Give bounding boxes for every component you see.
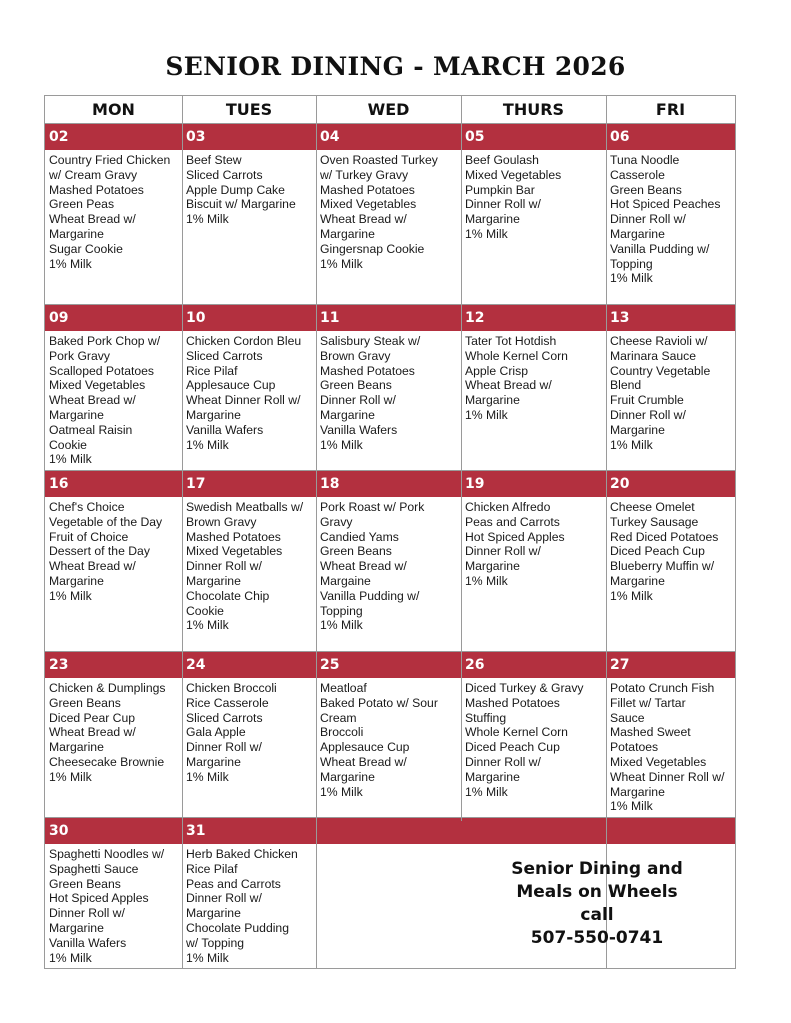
date-number: 27 <box>610 657 630 673</box>
menu-item: 1% Milk <box>49 256 92 271</box>
menu-cell <box>45 500 182 604</box>
menu-item: 1% Milk <box>186 769 229 784</box>
menu-item: Mixed Vegetables <box>320 197 417 212</box>
menu-item: Mixed Vegetables <box>49 378 146 393</box>
contact-note <box>461 858 733 950</box>
menu-item: Dinner Roll w/ <box>186 891 262 906</box>
menu-cell <box>606 500 735 604</box>
menu-item: Margarine <box>186 407 241 422</box>
day-header-wed: WED <box>316 96 461 124</box>
menu-item: Tuna Noodle <box>610 153 680 167</box>
menu-item: 1% Milk <box>49 452 92 467</box>
menu-item: Wheat Bread w/ <box>49 212 136 227</box>
date-number: 30 <box>49 823 69 839</box>
date-number: 10 <box>186 310 206 326</box>
menu-item: 1% Milk <box>49 769 92 784</box>
date-band <box>45 818 735 844</box>
menu-item: Baked Potato w/ Sour <box>320 695 438 710</box>
menu-item: Chicken Cordon Bleu <box>186 334 302 348</box>
day-header-mon: MON <box>45 96 182 124</box>
menu-item: Salisbury Steak w/ <box>320 334 421 348</box>
column-divider <box>316 96 317 968</box>
menu-item: Tater Tot Hotdish <box>465 334 557 348</box>
menu-item: Rice Casserole <box>186 695 269 710</box>
menu-item: 1% Milk <box>465 784 508 799</box>
menu-item: Margarine <box>610 784 665 799</box>
menu-item: Biscuit w/ Margarine <box>186 197 296 212</box>
day-header-tues: TUES <box>182 96 316 124</box>
menu-item: Cookie <box>49 437 87 452</box>
menu-item: 1% Milk <box>320 784 363 799</box>
menu-item: Margarine <box>49 573 104 588</box>
menu-item: Dinner Roll w/ <box>49 906 125 921</box>
menu-item: Apple Dump Cake <box>186 182 285 197</box>
menu-item: Mashed Potatoes <box>465 695 560 710</box>
menu-item: Oven Roasted Turkey <box>320 153 438 167</box>
menu-item: Applesauce Cup <box>186 378 276 393</box>
menu-item: Vanilla Wafers <box>186 422 264 437</box>
menu-item: Chocolate Pudding <box>186 920 289 935</box>
contact-note-line: Senior Dining and <box>511 859 683 879</box>
date-number: 24 <box>186 657 206 673</box>
menu-cell <box>45 681 182 785</box>
menu-item: 1% Milk <box>186 950 229 965</box>
menu-item: 1% Milk <box>186 618 229 633</box>
menu-item: 1% Milk <box>610 271 653 286</box>
menu-item: Whole Kernel Corn <box>465 348 568 363</box>
menu-cell <box>45 847 182 965</box>
menu-cell <box>461 153 606 242</box>
menu-item: Country Fried Chicken <box>49 153 171 167</box>
menu-item: Blend <box>610 378 642 393</box>
menu-item: Dinner Roll w/ <box>465 197 541 212</box>
menu-item: Hot Spiced Peaches <box>610 197 721 212</box>
menu-item: 1% Milk <box>610 799 653 814</box>
menu-item: w/ Cream Gravy <box>49 167 138 182</box>
menu-item: Margarine <box>610 422 665 437</box>
menu-item: Diced Turkey & Gravy <box>465 681 584 695</box>
menu-item: 1% Milk <box>49 588 92 603</box>
menu-item: Spaghetti Sauce <box>49 861 139 876</box>
menu-item: Mashed Potatoes <box>49 182 144 197</box>
menu-item: Wheat Bread w/ <box>320 559 407 574</box>
menu-item: Swedish Meatballs w/ <box>186 500 304 514</box>
date-number: 16 <box>49 476 69 492</box>
menu-item: Peas and Carrots <box>186 876 281 891</box>
date-band <box>45 305 735 331</box>
menu-item: Rice Pilaf <box>186 861 238 876</box>
menu-item: Margarine <box>320 226 375 241</box>
menu-item: Mixed Vegetables <box>465 167 562 182</box>
date-number: 04 <box>320 129 340 145</box>
menu-cell <box>45 334 182 467</box>
menu-cell <box>182 334 316 452</box>
date-number: 23 <box>49 657 69 673</box>
menu-item: Dinner Roll w/ <box>465 544 541 559</box>
menu-item: Apple Crisp <box>465 363 528 378</box>
date-number: 18 <box>320 476 340 492</box>
menu-item: Margarine <box>186 573 241 588</box>
menu-cell <box>316 500 461 633</box>
menu-item: Pork Gravy <box>49 348 110 363</box>
menu-item: Green Beans <box>320 378 392 393</box>
menu-cell <box>606 153 735 286</box>
date-number: 13 <box>610 310 630 326</box>
menu-item: Baked Pork Chop w/ <box>49 334 161 348</box>
menu-item: Topping <box>320 603 363 618</box>
menu-item: Dinner Roll w/ <box>186 740 262 755</box>
menu-item: Green Beans <box>320 544 392 559</box>
menu-item: Vanilla Pudding w/ <box>320 588 420 603</box>
menu-item: Margarine <box>320 769 375 784</box>
menu-item: Country Vegetable <box>610 363 711 378</box>
menu-item: Chicken Alfredo <box>465 500 551 514</box>
menu-item: 1% Milk <box>320 437 363 452</box>
menu-item: Hot Spiced Apples <box>465 529 565 544</box>
menu-item: Spaghetti Noodles w/ <box>49 847 165 861</box>
menu-item: Margarine <box>465 769 520 784</box>
menu-item: Chicken Broccoli <box>186 681 277 695</box>
day-header-fri: FRI <box>606 96 735 124</box>
menu-item: Margarine <box>465 393 520 408</box>
menu-item: Vegetable of the Day <box>49 514 163 529</box>
menu-item: Cream <box>320 710 357 725</box>
menu-item: Dessert of the Day <box>49 544 150 559</box>
menu-item: Margarine <box>610 226 665 241</box>
menu-item: Casserole <box>610 167 665 182</box>
contact-note-line: 507-550-0741 <box>530 928 664 948</box>
menu-item: Dinner Roll w/ <box>186 559 262 574</box>
date-number: 25 <box>320 657 340 673</box>
menu-item: Margarine <box>186 754 241 769</box>
menu-item: Beef Goulash <box>465 153 539 167</box>
menu-item: Vanilla Pudding w/ <box>610 241 710 256</box>
menu-item: 1% Milk <box>465 407 508 422</box>
menu-item: Chocolate Chip <box>186 588 270 603</box>
menu-item: Wheat Bread w/ <box>320 754 407 769</box>
menu-item: Potatoes <box>610 740 659 755</box>
menu-item: Whole Kernel Corn <box>465 725 568 740</box>
menu-item: Rice Pilaf <box>186 363 238 378</box>
menu-calendar <box>44 95 736 969</box>
menu-item: Scalloped Potatoes <box>49 363 155 378</box>
menu-item: Mashed Potatoes <box>186 529 281 544</box>
menu-item: Wheat Bread w/ <box>320 212 407 227</box>
menu-item: Dinner Roll w/ <box>320 393 396 408</box>
menu-item: 1% Milk <box>610 588 653 603</box>
menu-item: Wheat Bread w/ <box>49 725 136 740</box>
menu-item: Fillet w/ Tartar <box>610 695 686 710</box>
menu-cell <box>461 500 606 589</box>
date-number: 05 <box>465 129 485 145</box>
menu-item: Turkey Sausage <box>610 514 699 529</box>
date-number: 26 <box>465 657 485 673</box>
menu-item: Wheat Bread w/ <box>49 559 136 574</box>
date-number: 09 <box>49 310 69 326</box>
menu-item: Sliced Carrots <box>186 348 263 363</box>
menu-item: Mixed Vegetables <box>186 544 283 559</box>
menu-item: Fruit Crumble <box>610 393 684 408</box>
menu-item: Margarine <box>465 212 520 227</box>
menu-item: 1% Milk <box>465 573 508 588</box>
menu-item: Wheat Dinner Roll w/ <box>610 769 725 784</box>
menu-cell <box>316 681 461 799</box>
menu-item: Margarine <box>49 226 104 241</box>
menu-item: Potato Crunch Fish <box>610 681 715 695</box>
menu-item: Mashed Sweet <box>610 725 691 740</box>
menu-item: Margarine <box>465 559 520 574</box>
menu-cell <box>182 681 316 785</box>
menu-item: 1% Milk <box>465 226 508 241</box>
menu-item: Mixed Vegetables <box>610 754 707 769</box>
menu-item: Chef's Choice <box>49 500 125 514</box>
menu-item: Gravy <box>320 514 353 529</box>
page-title: SENIOR DINING - MARCH 2026 <box>165 52 626 81</box>
date-number: 17 <box>186 476 206 492</box>
menu-cell <box>461 334 606 423</box>
menu-cell <box>182 847 316 965</box>
menu-item: Margarine <box>320 407 375 422</box>
menu-item: Wheat Bread w/ <box>465 378 552 393</box>
menu-item: Green Beans <box>610 182 682 197</box>
menu-item: Candied Yams <box>320 529 399 544</box>
menu-item: Vanilla Wafers <box>49 935 127 950</box>
date-band <box>45 471 735 497</box>
menu-item: Cheese Omelet <box>610 500 695 514</box>
menu-item: Marinara Sauce <box>610 348 697 363</box>
menu-item: Brown Gravy <box>320 348 391 363</box>
menu-item: Herb Baked Chicken <box>186 847 298 861</box>
menu-item: Cheesecake Brownie <box>49 754 165 769</box>
date-number: 03 <box>186 129 206 145</box>
menu-cell <box>606 681 735 814</box>
menu-item: Margarine <box>49 407 104 422</box>
menu-item: 1% Milk <box>320 256 363 271</box>
menu-item: 1% Milk <box>320 618 363 633</box>
menu-item: Vanilla Wafers <box>320 422 398 437</box>
menu-item: Peas and Carrots <box>465 514 560 529</box>
day-header-thurs: THURS <box>461 96 606 124</box>
menu-item: Dinner Roll w/ <box>610 407 686 422</box>
menu-item: Diced Peach Cup <box>610 544 705 559</box>
menu-item: Cookie <box>186 603 224 618</box>
menu-cell <box>461 681 606 799</box>
menu-item: Margarine <box>49 740 104 755</box>
menu-item: Cheese Ravioli w/ <box>610 334 708 348</box>
menu-item: Hot Spiced Apples <box>49 891 149 906</box>
menu-item: Applesauce Cup <box>320 740 410 755</box>
date-band <box>45 124 735 150</box>
date-number: 19 <box>465 476 485 492</box>
menu-item: Gala Apple <box>186 725 246 740</box>
column-divider <box>461 96 462 821</box>
menu-item: Mashed Potatoes <box>320 363 415 378</box>
menu-item: Wheat Bread w/ <box>49 393 136 408</box>
menu-item: Red Diced Potatoes <box>610 529 719 544</box>
contact-note-line: Meals on Wheels <box>516 882 678 902</box>
menu-item: Brown Gravy <box>186 514 257 529</box>
menu-cell <box>316 153 461 271</box>
menu-item: Margarine <box>610 573 665 588</box>
menu-item: Sliced Carrots <box>186 710 263 725</box>
menu-item: 1% Milk <box>49 950 92 965</box>
menu-item: Diced Pear Cup <box>49 710 136 725</box>
menu-item: Mashed Potatoes <box>320 182 415 197</box>
menu-item: 1% Milk <box>610 437 653 452</box>
menu-item: Stuffing <box>465 710 507 725</box>
menu-item: Dinner Roll w/ <box>465 754 541 769</box>
menu-item: Sauce <box>610 710 645 725</box>
menu-item: Margarine <box>186 906 241 921</box>
menu-item: Sugar Cookie <box>49 241 123 256</box>
date-number: 31 <box>186 823 206 839</box>
menu-item: w/ Turkey Gravy <box>320 167 409 182</box>
menu-cell <box>45 153 182 271</box>
menu-item: Green Peas <box>49 197 115 212</box>
menu-cell <box>606 334 735 452</box>
column-divider <box>606 96 607 968</box>
menu-item: Green Beans <box>49 876 121 891</box>
menu-cell <box>182 153 316 227</box>
menu-item: Wheat Dinner Roll w/ <box>186 393 301 408</box>
menu-item: Topping <box>610 256 653 271</box>
menu-item: Diced Peach Cup <box>465 740 560 755</box>
menu-cell <box>182 500 316 633</box>
menu-item: Chicken & Dumplings <box>49 681 166 695</box>
contact-note-line: call <box>580 905 614 925</box>
menu-item: Pork Roast w/ Pork <box>320 500 425 514</box>
date-number: 12 <box>465 310 485 326</box>
menu-item: Pumpkin Bar <box>465 182 535 197</box>
date-number: 06 <box>610 129 630 145</box>
menu-item: Fruit of Choice <box>49 529 129 544</box>
menu-item: Meatloaf <box>320 681 367 695</box>
menu-item: Green Beans <box>49 695 121 710</box>
menu-item: Margaine <box>320 573 371 588</box>
menu-item: w/ Topping <box>186 935 245 950</box>
menu-item: 1% Milk <box>186 212 229 227</box>
date-band <box>45 652 735 678</box>
date-number: 20 <box>610 476 630 492</box>
menu-cell <box>316 334 461 452</box>
menu-item: Sliced Carrots <box>186 167 263 182</box>
menu-item: Margarine <box>49 920 104 935</box>
date-number: 02 <box>49 129 69 145</box>
menu-item: Oatmeal Raisin <box>49 422 133 437</box>
menu-item: 1% Milk <box>186 437 229 452</box>
menu-item: Beef Stew <box>186 153 242 167</box>
date-number: 11 <box>320 310 340 326</box>
menu-item: Broccoli <box>320 725 364 740</box>
menu-item: Blueberry Muffin w/ <box>610 559 715 574</box>
menu-item: Gingersnap Cookie <box>320 241 425 256</box>
column-divider <box>182 96 183 968</box>
menu-item: Dinner Roll w/ <box>610 212 686 227</box>
